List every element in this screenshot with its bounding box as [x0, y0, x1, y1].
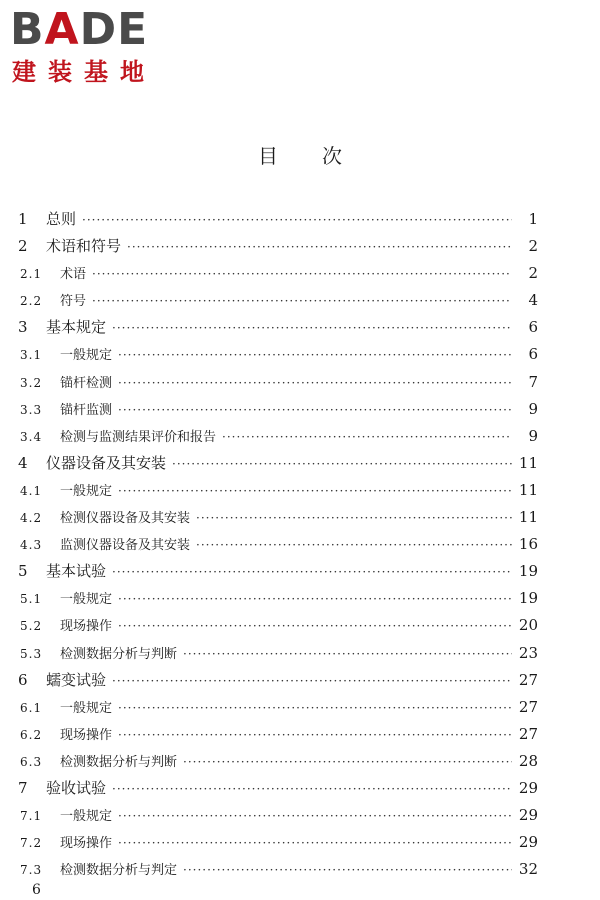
- toc-leader-dots: [118, 613, 512, 640]
- toc-entry-title: 检测与监测结果评价和报告: [60, 429, 217, 445]
- toc-entry[interactable]: [16, 531, 538, 558]
- toc-leader-dots: [118, 695, 512, 722]
- toc-entry-title: 蠕变试验: [46, 670, 107, 689]
- toc-entry[interactable]: [16, 558, 538, 585]
- toc-entry[interactable]: [16, 585, 538, 612]
- toc-entry-page: 23: [518, 643, 538, 662]
- toc-entry-page: 11: [518, 508, 538, 527]
- toc-leader-dots: [118, 830, 512, 857]
- toc-leader-dots: [183, 749, 512, 776]
- toc-leader-dots: [92, 261, 512, 288]
- toc-entry-title: 一般规定: [60, 348, 113, 364]
- toc-entry[interactable]: [16, 206, 538, 233]
- bade-logo: [10, 6, 180, 86]
- toc-entry[interactable]: [16, 694, 538, 721]
- toc-entry[interactable]: [16, 341, 538, 368]
- toc-entry[interactable]: [16, 856, 538, 883]
- toc-entry-page: 32: [518, 860, 538, 879]
- toc-entry[interactable]: [16, 423, 538, 450]
- toc-entry-title: 符号: [60, 294, 87, 310]
- toc-entry-number: 6.3: [20, 754, 43, 769]
- logo-wordmark: BADE: [10, 4, 149, 55]
- toc-leader-dots: [112, 776, 512, 803]
- toc-leader-dots: [82, 207, 512, 234]
- toc-entry-title: 基本规定: [46, 318, 107, 337]
- page-title: 目次: [258, 144, 386, 168]
- toc-entry-title: 检测数据分析与判断: [60, 646, 178, 662]
- toc-entry-page: 20: [518, 616, 538, 635]
- toc-leader-dots: [118, 397, 512, 424]
- toc-entry-title: 基本试验: [46, 562, 107, 581]
- toc-entry-page: 4: [528, 291, 538, 310]
- toc-entry[interactable]: [16, 802, 538, 829]
- toc-entry-page: 29: [518, 833, 538, 852]
- toc-entry-number: 6: [18, 670, 28, 689]
- toc-entry-number: 7.3: [20, 863, 43, 878]
- toc-entry[interactable]: [16, 667, 538, 694]
- toc-leader-dots: [118, 803, 512, 830]
- toc-entry[interactable]: [16, 260, 538, 287]
- toc-entry-number: 2.1: [20, 267, 43, 282]
- toc-entry[interactable]: [16, 829, 538, 856]
- toc-entry[interactable]: [16, 640, 538, 667]
- toc-leader-dots: [196, 532, 512, 559]
- toc-entry[interactable]: [16, 369, 538, 396]
- toc-entry-title: 仪器设备及其安装: [46, 453, 167, 472]
- toc-entry-page: 1: [528, 210, 538, 228]
- toc-leader-dots: [118, 342, 512, 369]
- toc-entry-number: 2: [18, 237, 28, 256]
- page-number: 6: [32, 882, 41, 898]
- toc-entry-title: 检测仪器设备及其安装: [60, 511, 191, 527]
- toc-entry-page: 9: [528, 399, 538, 418]
- toc-leader-dots: [127, 234, 512, 261]
- toc-entry-number: 3.4: [20, 429, 43, 444]
- toc-entry-title: 现场操作: [60, 836, 113, 852]
- toc-entry-title: 检测数据分析与判定: [60, 863, 178, 879]
- toc-entry-page: 19: [518, 562, 538, 581]
- toc-entry-number: 5.1: [20, 592, 43, 607]
- toc-entry-page: 27: [518, 697, 538, 716]
- toc-entry-page: 27: [518, 724, 538, 743]
- toc-entry-title: 现场操作: [60, 727, 113, 743]
- toc-entry-number: 7.1: [20, 809, 43, 824]
- toc-entry-page: 19: [518, 589, 538, 608]
- toc-entry-number: 6.2: [20, 727, 43, 742]
- toc-entry-title: 术语和符号: [46, 237, 122, 256]
- toc-entry-page: 28: [518, 751, 538, 770]
- toc-entry-number: 4.1: [20, 483, 43, 498]
- toc-entry-title: 总则: [46, 210, 77, 228]
- toc-entry-number: 5: [18, 562, 28, 581]
- toc-entry-page: 7: [528, 372, 538, 391]
- toc-entry-number: 5.2: [20, 619, 43, 634]
- toc-entry[interactable]: [16, 721, 538, 748]
- toc-entry-number: 2.2: [20, 294, 43, 309]
- toc-entry-page: 29: [518, 778, 538, 797]
- toc-entry-number: 3: [18, 318, 28, 337]
- logo-chinese-text: 建装基地: [12, 58, 156, 86]
- toc-leader-dots: [222, 424, 512, 451]
- toc-entry-title: 一般规定: [60, 809, 113, 825]
- toc-leader-dots: [183, 641, 512, 668]
- toc-leader-dots: [112, 668, 512, 695]
- toc-leader-dots: [118, 722, 512, 749]
- toc-entry-page: 6: [528, 345, 538, 364]
- toc-entry-page: 2: [528, 237, 538, 256]
- toc-entry-page: 2: [528, 264, 538, 283]
- toc-entry[interactable]: [16, 287, 538, 314]
- toc-entry[interactable]: [16, 748, 538, 775]
- toc-entry-number: 7: [18, 778, 28, 797]
- toc-entry-title: 验收试验: [46, 778, 107, 797]
- toc-entry[interactable]: [16, 775, 538, 802]
- toc-entry-number: 3.1: [20, 348, 43, 363]
- toc-entry-title: 锚杆监测: [60, 402, 113, 418]
- toc-entry-page: 9: [528, 426, 538, 445]
- toc-entry-number: 4: [18, 453, 28, 472]
- toc-entry[interactable]: [16, 477, 538, 504]
- toc-entry-page: 27: [518, 670, 538, 689]
- toc-entry[interactable]: [16, 450, 538, 477]
- toc-entry-number: 5.3: [20, 646, 43, 661]
- toc-entry-number: 3.3: [20, 402, 43, 417]
- toc-leader-dots: [183, 857, 512, 884]
- toc-entry-number: 6.1: [20, 700, 43, 715]
- table-of-contents: [16, 206, 538, 883]
- toc-entry-title: 术语: [60, 267, 87, 283]
- toc-leader-dots: [118, 370, 512, 397]
- toc-entry-page: 6: [528, 318, 538, 337]
- toc-entry-title: 一般规定: [60, 483, 113, 499]
- toc-leader-dots: [112, 315, 512, 342]
- toc-entry-title: 一般规定: [60, 592, 113, 608]
- toc-entry-page: 11: [518, 453, 538, 472]
- toc-entry-title: 监测仪器设备及其安装: [60, 538, 191, 554]
- toc-leader-dots: [172, 451, 512, 478]
- toc-entry-title: 一般规定: [60, 700, 113, 716]
- toc-entry-title: 锚杆检测: [60, 375, 113, 391]
- toc-entry[interactable]: [16, 612, 538, 639]
- toc-entry-number: 3.2: [20, 375, 43, 390]
- toc-entry-title: 检测数据分析与判断: [60, 754, 178, 770]
- toc-entry-number: 4.2: [20, 511, 43, 526]
- toc-entry[interactable]: [16, 504, 538, 531]
- toc-entry-title: 现场操作: [60, 619, 113, 635]
- toc-leader-dots: [196, 505, 512, 532]
- toc-entry-number: 1: [18, 210, 28, 228]
- toc-entry-page: 11: [518, 480, 538, 499]
- toc-leader-dots: [118, 586, 512, 613]
- toc-leader-dots: [112, 559, 512, 586]
- toc-entry[interactable]: [16, 314, 538, 341]
- toc-entry-number: 4.3: [20, 538, 43, 553]
- toc-entry-page: 16: [518, 535, 538, 554]
- toc-entry-number: 7.2: [20, 836, 43, 851]
- toc-leader-dots: [92, 288, 512, 315]
- toc-entry[interactable]: [16, 233, 538, 260]
- toc-leader-dots: [118, 478, 512, 505]
- toc-entry[interactable]: [16, 396, 538, 423]
- toc-entry-page: 29: [518, 806, 538, 825]
